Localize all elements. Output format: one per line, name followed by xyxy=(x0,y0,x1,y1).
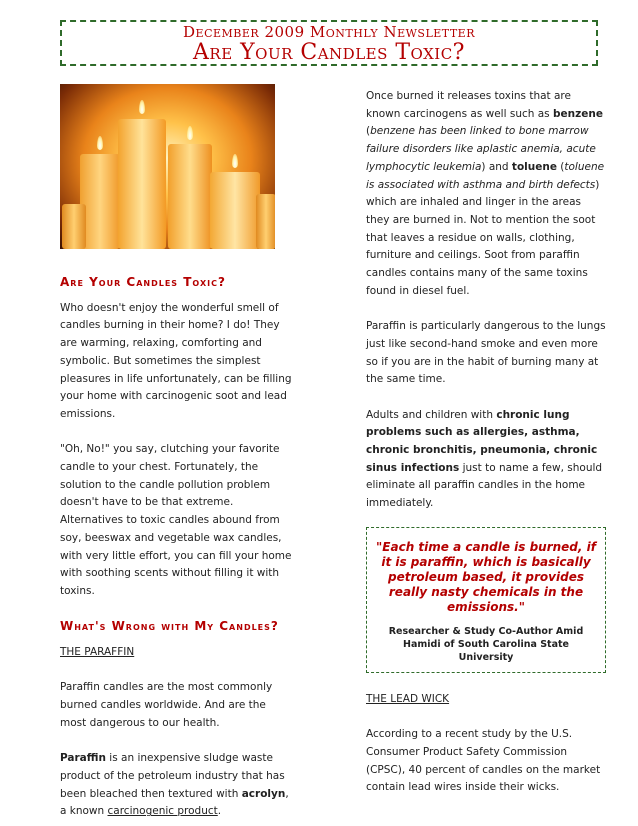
quote-attribution: Researcher & Study Co-Author Amid Hamidi of South Carolina State University xyxy=(388,625,584,663)
chronic-lung-bold: chronic lung problems such as allergies, asthma, chronic bronchitis, pneumonia, chronic sinus infections xyxy=(366,408,598,474)
lead-wick-paragraph: According to a recent study by the U.S. Consumer Product Safety Commission (CPSC), 40 percent of candles on the market contain lead wires inside their wicks. xyxy=(366,728,601,794)
subheading-lead-wick: THE LEAD WICK xyxy=(366,692,450,705)
newsletter-title: Are Your Candles Toxic? xyxy=(193,40,465,65)
paraffin-bold: Paraffin xyxy=(60,752,106,765)
acrolyn-bold: acrolyn xyxy=(241,787,286,800)
benzene-bold: benzene xyxy=(553,107,603,120)
paraffin-sludge-paragraph: Paraffin is an inexpensive sludge waste product of the petroleum industry that has been bleached then textured with acrolyn, a known carcinogenic product. xyxy=(60,752,289,818)
subheading-paraffin: THE PARAFFIN xyxy=(60,646,135,659)
newsletter-banner xyxy=(60,20,598,66)
section-heading-whats-wrong: What's Wrong with My Candles? xyxy=(60,619,279,634)
toluene-bold: toluene xyxy=(511,160,557,173)
lungs-paragraph: Paraffin is particularly dangerous to the lungs just like second-hand smoke and even more so if you are in the habit of burning many at the same time. xyxy=(366,320,606,386)
oh-no-paragraph: "Oh, No!" you say, clutching your favorite candle to your chest. Fortunately, the solution to the candle pollution problem doesn't have to be that extreme. Alternatives to toxic candles abound from soy, beeswax and vegetable wax candles, with very little effort, you can fill your home with soothing scents without filling it with toxins. xyxy=(60,443,292,597)
paraffin-common-paragraph: Paraffin candles are the most commonly burned candles worldwide. And are the most dangerous to our health. xyxy=(60,681,273,729)
chronic-lung-paragraph: Adults and children with chronic lung problems such as allergies, asthma, chronic bronchitis, pneumonia, chronic sinus infections just to name a few, should eliminate all paraffin candles in the home immediately. xyxy=(366,408,603,510)
left-column xyxy=(60,84,292,821)
toxins-paragraph: Once burned it releases toxins that are known carcinogens as well such as benzene (benzene has been linked to bone marrow failure disorders like aplastic anemia, acute lymphocytic leukemia) and toluene (toluene is associated with asthma and birth defects) which are inhaled and linger in the areas they are burned in. Not to mention the soot that leaves a residue on walls, clothing, furniture and ceilings. Soot from paraffin candles contains many of the same toxins found in diesel fuel. xyxy=(366,90,605,297)
section-heading-intro: Are Your Candles Toxic? xyxy=(60,275,226,289)
carcinogenic-product-link[interactable]: carcinogenic product xyxy=(107,805,218,818)
pull-quote: "Each time a candle is burned, if it is paraffin, which is basically petroleum based, it provides really nasty chemicals in the emissions." xyxy=(376,539,596,614)
right-column xyxy=(366,88,606,797)
candles-photo xyxy=(60,84,275,249)
quote-box xyxy=(366,527,606,673)
newsletter-subtitle: December 2009 Monthly Newsletter xyxy=(183,23,475,41)
intro-paragraph: Who doesn't enjoy the wonderful smell of candles burning in their home? I do! They are warming, relaxing, comforting and symbolic. But sometimes the simplest pleasures in life unfortunately, can be filling your home with carcinogenic soot and lead emissions. xyxy=(60,301,292,420)
